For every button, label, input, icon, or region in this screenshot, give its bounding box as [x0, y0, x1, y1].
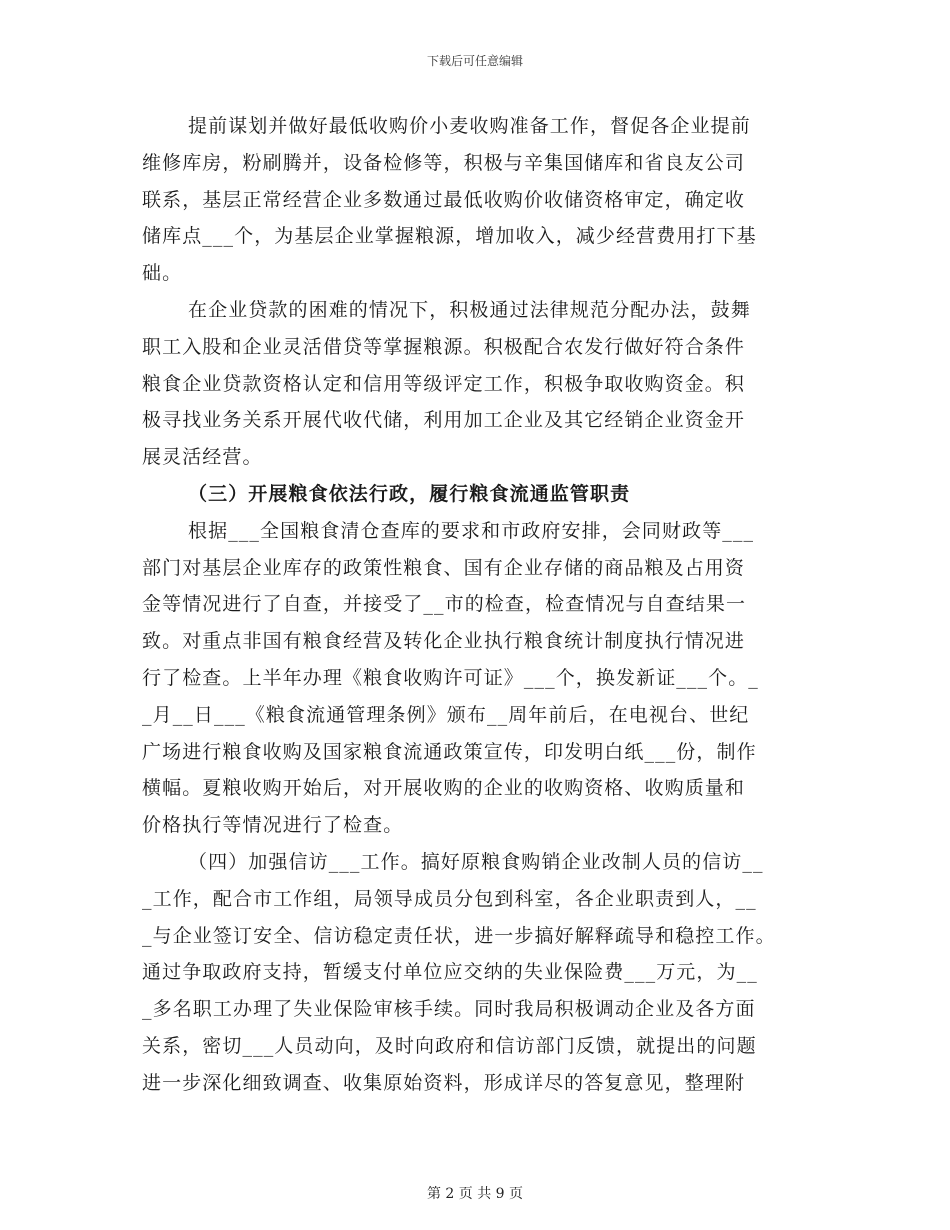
page-header-note: 下载后可任意编辑	[426, 54, 523, 68]
text-line: 行了检查。上半年办理《粮食收购许可证》___个，换发新证___个。_	[142, 666, 759, 689]
text-line: 金等情况进行了自查，并接受了__市的检查，检查情况与自查结果一	[142, 593, 747, 616]
text-line: 职工入股和企业灵活借贷等掌握粮源。积极配合农发行做好符合条件	[142, 335, 746, 358]
text-line: _月__日___《粮食流通管理条例》颁布__周年前后，在电视台、世纪	[142, 703, 750, 726]
text-line: _与企业签订安全、信访稳定责任状，进一步搞好解释疏导和稳控工作。	[142, 924, 776, 947]
document-body	[142, 108, 814, 1102]
text-line: （四）加强信访___工作。搞好原粮食购销企业改制人员的信访__	[188, 850, 764, 873]
text-line: 维修库房，粉刷腾并，设备检修等，积极与辛集国储库和省良友公司	[142, 151, 746, 174]
text-line: 础。	[142, 262, 183, 285]
text-line: 联系，基层正常经营企业多数通过最低收购价收储资格审定，确定收	[142, 188, 746, 211]
text-line: 广场进行粮食收购及国家粮食流通政策宣传，印发明白纸___份，制作	[142, 740, 757, 763]
text-line: 在企业贷款的困难的情况下，积极通过法律规范分配办法，鼓舞	[188, 298, 751, 321]
text-line: 部门对基层企业库存的政策性粮食、国有企业存储的商品粮及占用资	[142, 556, 746, 579]
text-line: 极寻找业务关系开展代收代储，利用加工企业及其它经销企业资金开	[142, 409, 746, 432]
text-line: 进一步深化细致调查、收集原始资料，形成详尽的答复意见，整理附	[142, 1071, 746, 1094]
text-line: _工作，配合市工作组，局领导成员分包到科室，各企业职责到人，__	[142, 887, 757, 910]
text-line: _多名职工办理了失业保险审核手续。同时我局积极调动企业及各方面	[142, 998, 756, 1021]
text-line: 展灵活经营。	[142, 446, 263, 469]
text-line: 横幅。夏粮收购开始后，对开展收购的企业的收购资格、收购质量和	[142, 777, 746, 800]
text-line: 提前谋划并做好最低收购价小麦收购准备工作，督促各企业提前	[188, 115, 751, 137]
text-line: 通过争取政府支持，暂缓支付单位应交纳的失业保险费___万元，为__	[142, 961, 758, 984]
text-line: 粮食企业贷款资格认定和信用等级评定工作，积极争取收购资金。积	[142, 372, 746, 395]
text-line: 储库点___个，为基层企业掌握粮源，增加收入，减少经营费用打下基	[142, 225, 757, 248]
section-heading: （三）开展粮食依法行政，履行粮食流通监管职责	[188, 482, 631, 505]
text-line: 关系，密切___人员动向，及时向政府和信访部门反馈，就提出的问题	[142, 1034, 757, 1057]
text-line: 根据___全国粮食清仓查库的要求和市政府安排，会同财政等___	[188, 519, 755, 542]
page-number: 第 2 页 共 9 页	[426, 1186, 524, 1202]
text-line: 价格执行等情况进行了检查。	[142, 814, 404, 837]
text-line: 致。对重点非国有粮食经营及转化企业执行粮食统计制度执行情况进	[142, 630, 746, 653]
